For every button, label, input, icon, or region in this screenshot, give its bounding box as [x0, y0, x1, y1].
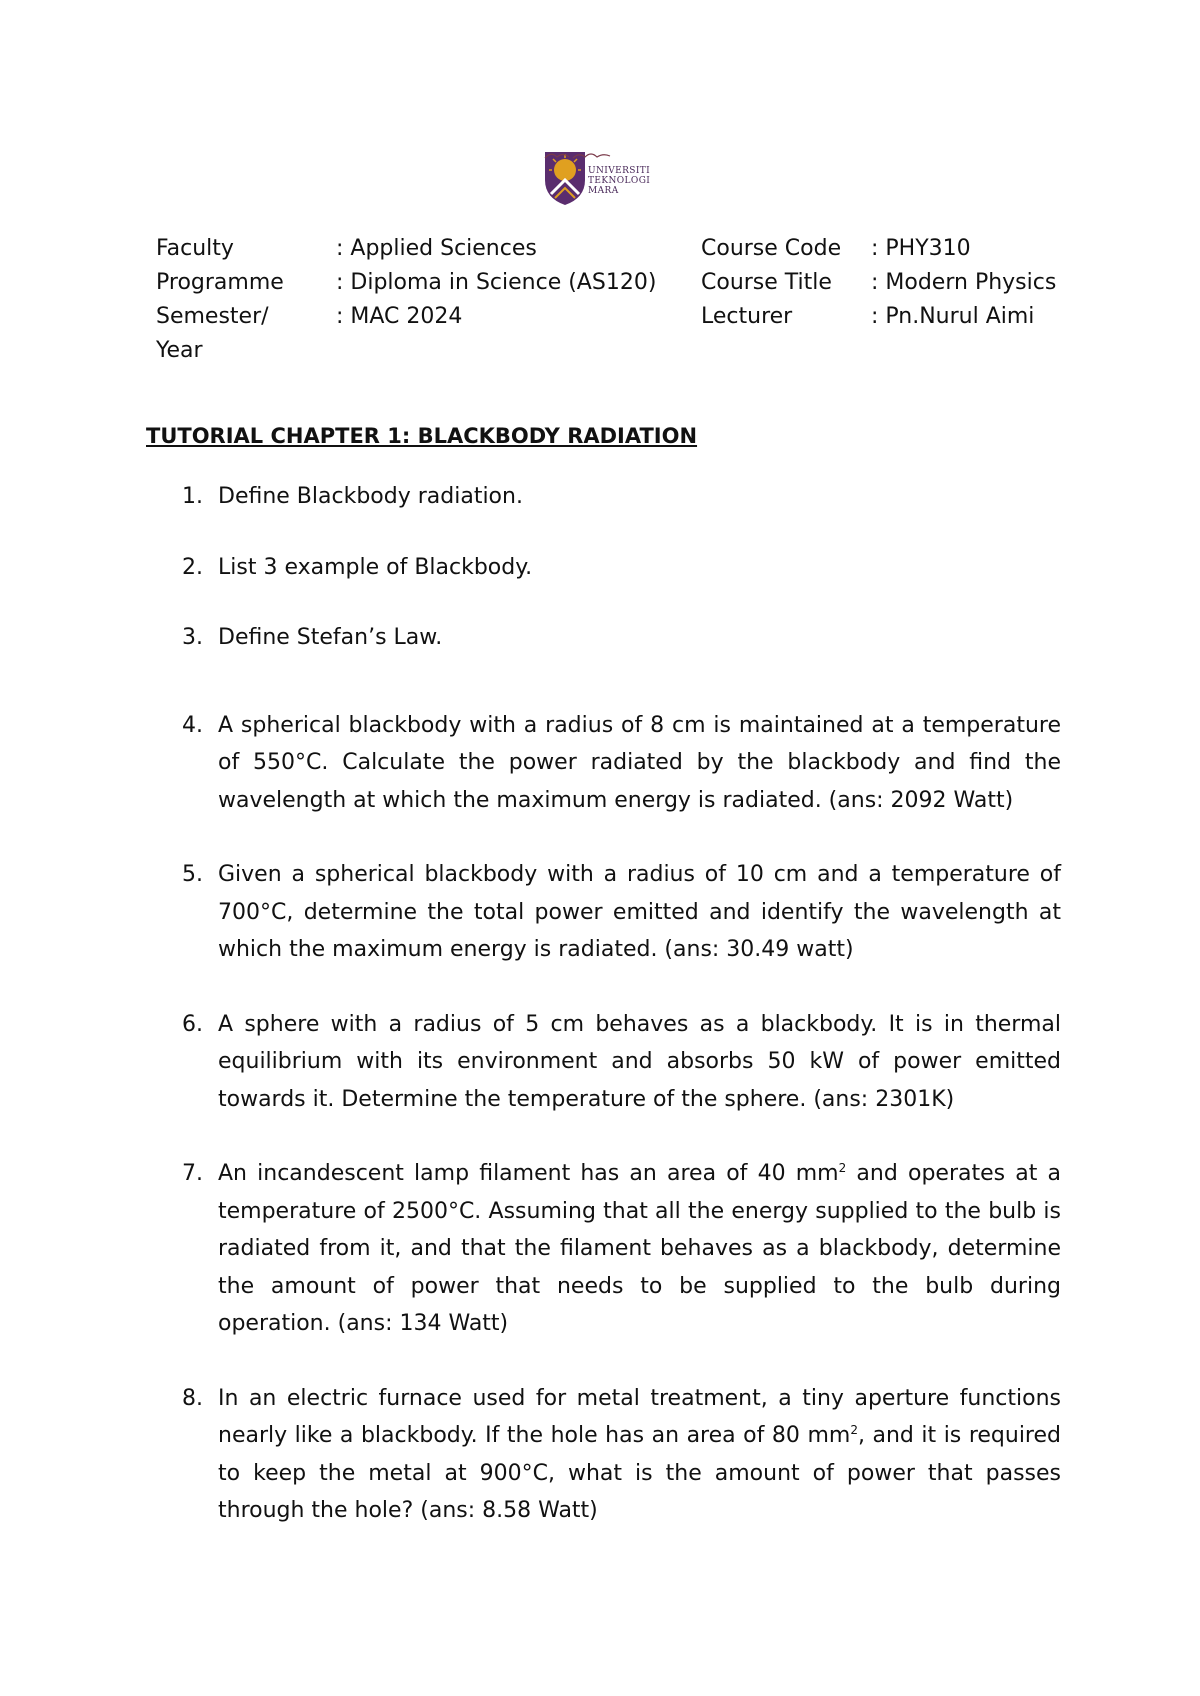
question-text [218, 1155, 1061, 1343]
lecturer-label: Lecturer [701, 304, 793, 329]
question-text: List 3 example of Blackbody. [218, 554, 533, 580]
university-logo [543, 150, 663, 206]
superscript: 2 [838, 1161, 847, 1175]
question-item [146, 478, 1061, 516]
question-text: Define Blackbody radiation. [218, 484, 523, 509]
question-item [146, 619, 1061, 657]
question-number: 1. [182, 484, 203, 509]
question-item [146, 549, 1061, 587]
question-number: 8. [182, 1385, 203, 1411]
course-code-value: : PHY310 [871, 236, 971, 261]
question-number: 4. [182, 712, 203, 738]
question-text: A sphere with a radius of 5 cm behaves as a blackbody. It is in thermal equilibrium with its environment and absorbs 50 kW of power emitted towards it. Determine the temperature of the sphere. (ans: 2301K) [218, 1011, 1061, 1112]
question-text-part: In an electric furnace used for metal treatment, a tiny aperture functions nearly like a blackbody. If the hole has an area of 80 mm [218, 1385, 1061, 1448]
jawi-script-icon [543, 150, 613, 160]
university-name-line: TEKNOLOGI [588, 176, 651, 186]
question-item [146, 1006, 1061, 1119]
question-text: Given a spherical blackbody with a radius of 10 cm and a temperature of 700°C, determine the total power emitted and identify the wavelength at which the maximum energy is radiated. (ans: 30.49 watt) [218, 862, 1061, 962]
course-code-label: Course Code [701, 236, 842, 261]
semester-value: : MAC 2024 [336, 304, 463, 329]
programme-value: : Diploma in Science (AS120) [336, 270, 657, 295]
question-text: A spherical blackbody with a radius of 8 cm is maintained at a temperature of 550°C. Calculate the power radiated by the blackbody and find the wavelength at which the maximum energy is radiated. (ans: 2092 Watt) [218, 712, 1061, 813]
question-number: 5. [182, 862, 203, 887]
question-list [146, 478, 1061, 1530]
question-text [218, 1380, 1061, 1530]
semester-label: Semester/ [156, 304, 269, 329]
question-text-part: and operates at a temperature of 2500°C. Assuming that all the energy supplied to the bulb is radiated from it, and that the filament behaves as a blackbody, determine the amount of power that needs to be supplied to the bulb during operation. (ans: 134 Watt) [218, 1161, 1062, 1336]
course-title-label: Course Title [701, 270, 832, 295]
programme-label: Programme [156, 270, 284, 295]
university-name-line: UNIVERSITI [588, 166, 651, 176]
faculty-label: Faculty [156, 236, 234, 261]
tutorial-title: TUTORIAL CHAPTER 1: BLACKBODY RADIATION [146, 424, 698, 448]
course-title-value: : Modern Physics [871, 270, 1057, 295]
question-item [146, 1155, 1061, 1343]
question-number: 3. [182, 625, 203, 650]
question-text-part: An incandescent lamp filament has an area of 40 mm [218, 1161, 839, 1186]
year-label: Year [156, 338, 203, 363]
university-name [588, 166, 650, 196]
question-item [146, 707, 1061, 820]
question-number: 7. [182, 1161, 203, 1186]
question-number: 6. [182, 1011, 203, 1037]
question-text: Define Stefan’s Law. [218, 625, 443, 650]
question-item [146, 1380, 1061, 1530]
faculty-value: : Applied Sciences [336, 236, 537, 261]
lecturer-value: : Pn.Nurul Aimi [871, 304, 1035, 329]
university-name-line: MARA [588, 186, 619, 196]
question-text-part: , and it is required to keep the metal at 900°C, what is the amount of power that passes through the hole? (ans: 8.58 Watt) [218, 1423, 1061, 1523]
question-number: 2. [182, 554, 203, 580]
question-item [146, 856, 1061, 969]
superscript: 2 [850, 1423, 858, 1437]
